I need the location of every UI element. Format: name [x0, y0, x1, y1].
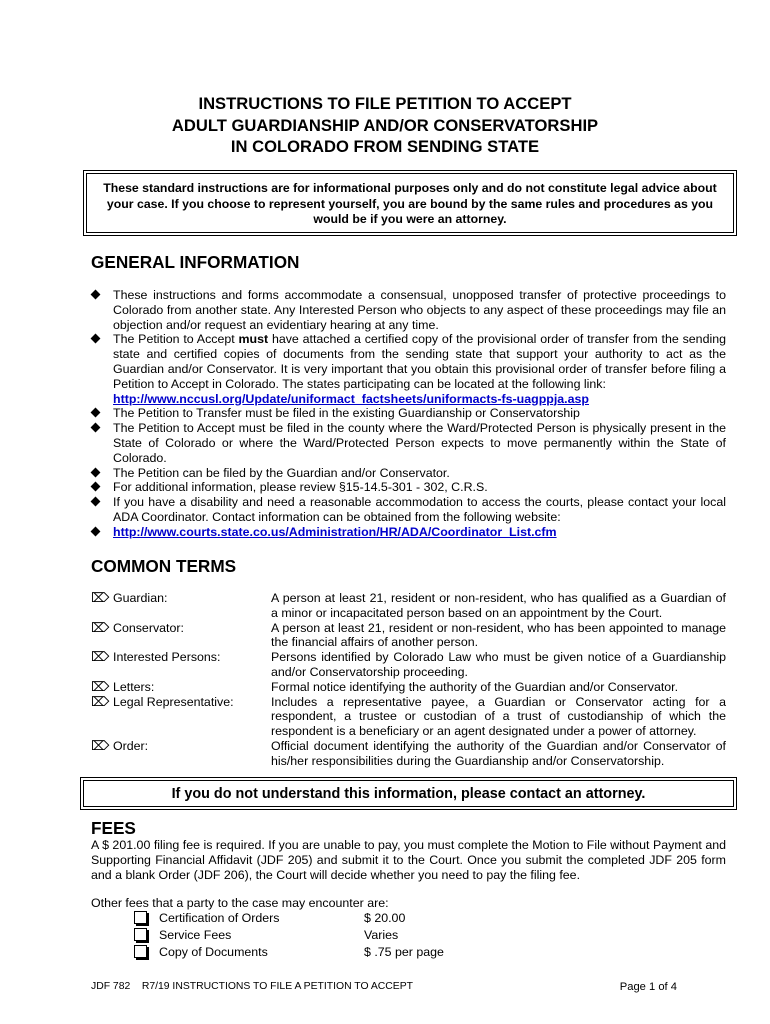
- fees-paragraph: A $ 201.00 filing fee is required. If you are unable to pay, you must complete the Motion to File without Payment and Supporting Financial Affidavit (JDF 205) and submit it to the Court. Once you submit the completed JDF 205 form and a blank Order (JDF 206), the Court will decide whether you need to pay the filing fee.: [91, 838, 726, 882]
- boxed-x-arrow-icon: ⌦: [91, 678, 110, 694]
- list-item: The Petition to Transfer must be filed in the existing Guardianship or Conservatorship: [91, 406, 726, 421]
- fee-name: Certification of Orders: [159, 911, 280, 925]
- uniform-acts-link[interactable]: http://www.nccusl.org/Update/uniformact_factsheets/uniformacts-fs-uagppja.asp: [113, 391, 589, 406]
- diamond-bullet-icon: [91, 423, 101, 433]
- fee-row: [134, 927, 444, 944]
- common-terms-heading: COMMON TERMS: [91, 556, 237, 576]
- term-label: Letters:: [113, 679, 155, 694]
- boxed-x-arrow-icon: ⌦: [91, 693, 110, 709]
- term-definition: Includes a representative payee, a Guardian or Conservator acting for a respondent, a trustee or custodian of a trust of custodianship of which the respondent is a beneficiary or an agent designated under a power of attorney.: [271, 694, 726, 739]
- list-item: For additional information, please review §15-14.5-301 - 302, C.R.S.: [91, 480, 726, 495]
- term-definition: A person at least 21, resident or non-resident, who has qualified as a Guardian of a minor or incapacitated person based on an appointment by the Court.: [271, 591, 726, 620]
- fee-amount: $ .75 per page: [364, 944, 444, 959]
- fee-amount: $ 20.00: [364, 911, 406, 925]
- contact-attorney-text: If you do not understand this information, please contact an attorney.: [171, 786, 646, 802]
- list-item: These instructions and forms accommodate a consensual, unopposed transfer of protective proceedings to Colorado from another state. Any Interested Person who objects to any aspect of these proceedings may file an objection and/or request an evidentiary hearing at any time.: [91, 288, 726, 332]
- fees-heading: FEES: [91, 818, 136, 838]
- fee-row: [134, 910, 444, 927]
- fee-name: Service Fees: [159, 927, 232, 942]
- term-label: Legal Representative:: [113, 694, 234, 709]
- diamond-bullet-icon: [91, 334, 101, 344]
- footer-page-number: Page 1 of 4: [619, 981, 677, 993]
- common-terms-list: [91, 591, 726, 769]
- checkbox-icon: [134, 911, 147, 924]
- term-definition: Official document identifying the authority of the Guardian and/or Conservator of his/her responsibilities during the Guardianship and/or Conservatorship.: [271, 738, 726, 768]
- ada-coordinator-link[interactable]: http://www.courts.state.co.us/Administration/HR/ADA/Coordinator_List.cfm: [113, 524, 557, 539]
- term-row: [91, 650, 726, 680]
- general-information-heading: GENERAL INFORMATION: [91, 252, 300, 272]
- list-item: [91, 525, 726, 540]
- term-label: Guardian:: [113, 591, 168, 605]
- term-row: [91, 680, 726, 695]
- diamond-bullet-icon: [91, 526, 101, 536]
- footer-form-id: JDF 782 R7/19 INSTRUCTIONS TO FILE A PETITION TO ACCEPT: [91, 981, 414, 992]
- boxed-x-arrow-icon: ⌦: [91, 619, 110, 635]
- list-item: The Petition can be filed by the Guardian and/or Conservator.: [91, 466, 726, 481]
- title-line-2: ADULT GUARDIANSHIP AND/OR CONSERVATORSHIP: [171, 115, 599, 135]
- term-label: Order:: [113, 738, 149, 753]
- disclaimer-box: [83, 170, 737, 236]
- diamond-bullet-icon: [91, 408, 101, 418]
- fee-name: Copy of Documents: [159, 944, 268, 959]
- term-definition: A person at least 21, resident or non-resident, who has been appointed to manage the financial affairs of another person.: [271, 620, 726, 650]
- checkbox-icon: [134, 928, 147, 941]
- list-item: The Petition to Accept must be filed in the county where the Ward/Protected Person is physically present in the State of Colorado or where the Ward/Protected Person expects to move permanently within the State of Colorado.: [91, 421, 726, 465]
- title-line-1: INSTRUCTIONS TO FILE PETITION TO ACCEPT: [198, 94, 572, 113]
- list-item: The Petition to Accept must have attached a certified copy of the provisional order of transfer from the sending state and certified copies of documents from the sending state that support your authority to act as the Guardian and/or Conservator. It is very important that you obtain this provisional order of transfer before filing a Petition to Accept in Colorado. The states participating can be located at the following link: http://www.nccusl.org/Update/uniformact_factsheets/uniformacts-fs-uagppja.asp: [91, 332, 726, 406]
- term-definition: Formal notice identifying the authority of the Guardian and/or Conservator.: [271, 679, 679, 694]
- term-label: Interested Persons:: [113, 650, 221, 665]
- term-row: [91, 621, 726, 651]
- title-line-3: IN COLORADO FROM SENDING STATE: [230, 137, 540, 156]
- diamond-bullet-icon: [91, 290, 101, 300]
- term-definition: Persons identified by Colorado Law who must be given notice of a Guardianship and/or Conservatorship proceeding.: [271, 650, 726, 679]
- list-item: If you have a disability and need a reasonable accommodation to access the courts, please contact your local ADA Coordinator. Contact information can be obtained from the following website:: [91, 495, 726, 525]
- other-fees-list: [134, 910, 444, 960]
- diamond-bullet-icon: [91, 482, 101, 492]
- boxed-x-arrow-icon: ⌦: [91, 590, 110, 605]
- disclaimer-text: These standard instructions are for informational purposes only and do not constitute legal advice about your case. If you choose to represent yourself, you are bound by the same rules and procedures as you would be if you were an attorney.: [103, 181, 717, 226]
- fee-row: [134, 944, 444, 961]
- contact-attorney-box: [80, 777, 737, 810]
- diamond-bullet-icon: [91, 497, 101, 507]
- diamond-bullet-icon: [91, 467, 101, 477]
- other-fees-intro: Other fees that a party to the case may encounter are:: [91, 896, 389, 910]
- boxed-x-arrow-icon: ⌦: [91, 737, 110, 753]
- fee-amount: Varies: [364, 927, 399, 942]
- general-information-list: [91, 288, 726, 540]
- term-row: [91, 739, 726, 769]
- checkbox-icon: [134, 945, 147, 958]
- term-row: [91, 695, 726, 739]
- term-label: Conservator:: [113, 620, 184, 635]
- term-row: [91, 591, 726, 621]
- boxed-x-arrow-icon: ⌦: [91, 649, 110, 665]
- page-title: [0, 93, 770, 158]
